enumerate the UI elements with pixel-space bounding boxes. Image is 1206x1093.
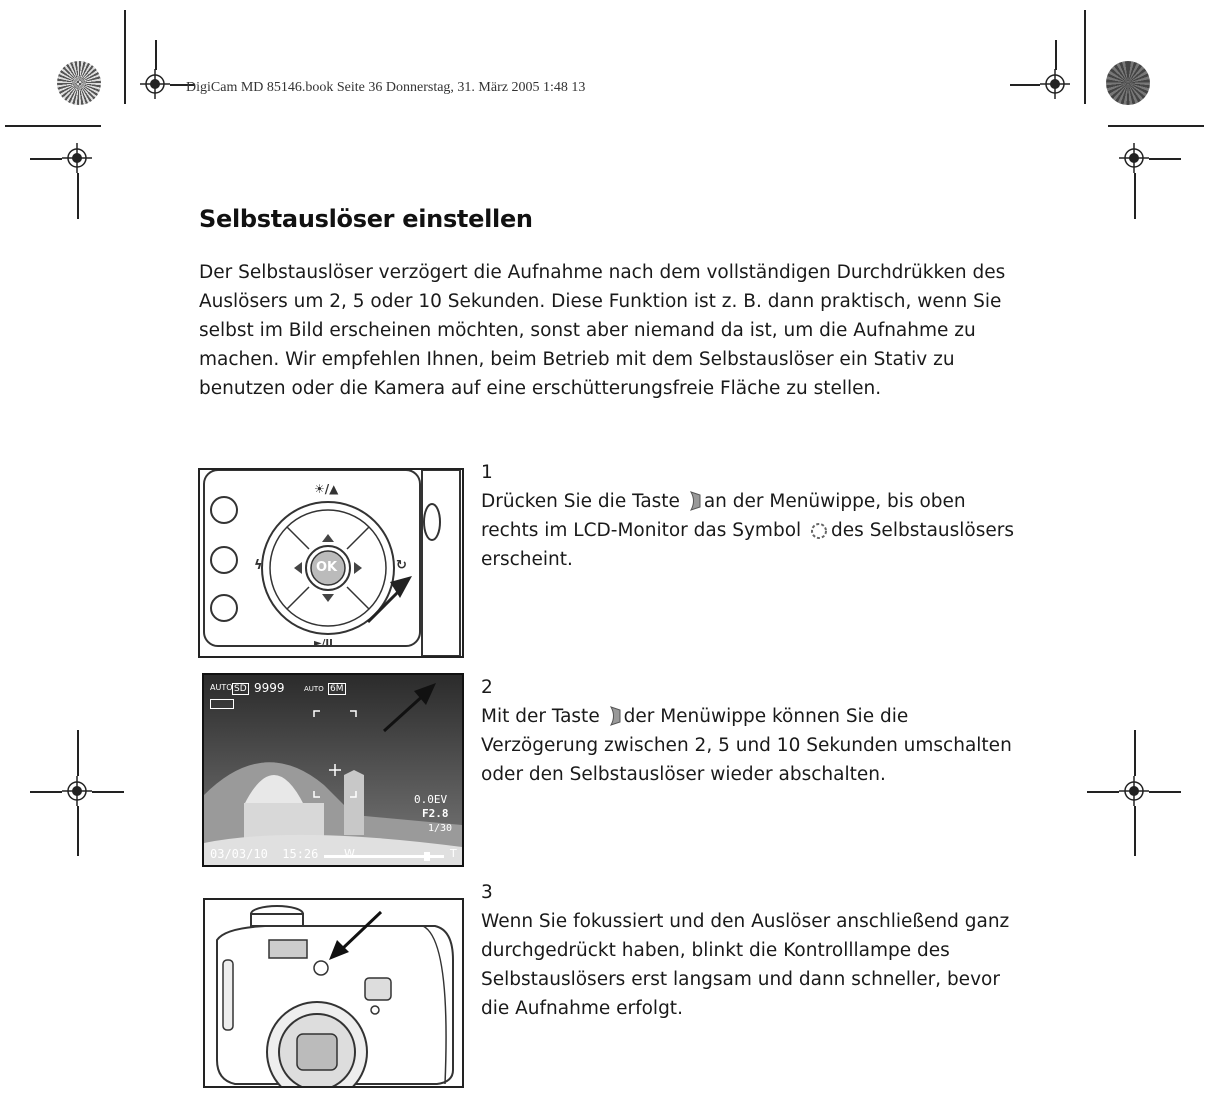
aperture-value: F2.8 xyxy=(422,807,449,820)
zoom-tele-label: T xyxy=(450,847,457,860)
crosshair-arm xyxy=(92,791,124,793)
crosshair-arm xyxy=(77,806,79,856)
date-time: 03/03/10 15:26 xyxy=(210,847,319,861)
ev-value: 0.0EV xyxy=(414,793,448,806)
crosshair-arm xyxy=(1087,791,1119,793)
crosshair-icon xyxy=(1119,776,1149,806)
crosshair-icon xyxy=(140,69,170,99)
crosshair-arm xyxy=(1149,158,1181,160)
step-3-illustration xyxy=(203,898,464,1088)
crosshair-arm xyxy=(1149,791,1181,793)
right-button-icon: ↻ xyxy=(396,558,407,573)
step-number: 3 xyxy=(481,882,493,903)
intro-paragraph: Der Selbstauslöser verzögert die Aufnahme nach dem vollständigen Durchdrükken des Auslösers um 2, 5 oder 10 Sekunden. Diese Funktion ist z. B. dann praktisch, wenn Sie selbst im Bild erscheinen möchten, sonst aber niemand da ist, um die Aufnahme zu machen. Wir empfehlen Ihnen, beim Betrieb mit dem Selbstauslöser ein Stativ zu benutzen oder die Kamera auf eine erschütterungsfreie Fläche zu stellen. xyxy=(199,262,1006,399)
crosshair-arm xyxy=(77,173,79,219)
ok-button-label: OK xyxy=(316,560,338,575)
crosshair-icon xyxy=(1040,69,1070,99)
lcd-scene xyxy=(204,675,462,865)
crop-line xyxy=(1084,10,1086,104)
shutter-value: 1/30 xyxy=(428,823,453,834)
step-text: der Menüwippe können Sie die Verzögerung zwischen 2, 5 und 10 Sekunden umschalten oder den Selbstauslöser wieder abschalten. xyxy=(481,706,1012,785)
crosshair-icon xyxy=(62,143,92,173)
shots-remaining: 9999 xyxy=(254,681,285,695)
right-rocker-icon xyxy=(608,706,622,726)
crosshair-arm xyxy=(1055,40,1057,70)
color-wheel-right xyxy=(1106,61,1150,105)
camera-front-drawing xyxy=(205,900,462,1086)
crosshair-icon xyxy=(62,776,92,806)
step-text: an der Menüwippe, bis oben rechts im LCD-Monitor das Symbol xyxy=(481,491,966,541)
size-indicator: 6M xyxy=(330,684,344,694)
battery-icon xyxy=(210,699,234,709)
page-title: Selbstauslöser einstellen xyxy=(199,205,533,233)
crop-line xyxy=(5,125,101,127)
step-2 xyxy=(481,673,1021,789)
card-indicator: SD xyxy=(234,684,247,694)
step-number: 2 xyxy=(481,677,493,698)
step-text: Wenn Sie fokussiert und den Auslöser anschließend ganz durchgedrückt haben, blinkt die Kontrolllampe des Selbstauslösers erst langsam und dann schneller, bevor die Aufnahme erfolgt. xyxy=(481,911,1010,1019)
crosshair-arm xyxy=(77,730,79,776)
step-text: Mit der Taste xyxy=(481,706,606,727)
iso-indicator: AUTO xyxy=(304,685,324,693)
running-header: DigiCam MD 85146.book Seite 36 Donnerstag, 31. März 2005 1:48 13 xyxy=(186,80,586,95)
bottom-button-icon: ►/II xyxy=(314,638,333,649)
crosshair-arm xyxy=(155,40,157,70)
crosshair-arm xyxy=(1134,730,1136,776)
mode-indicator: AUTO xyxy=(210,683,233,692)
step-3 xyxy=(481,878,1021,1023)
crosshair-arm xyxy=(1010,84,1040,86)
crosshair-arm xyxy=(1134,173,1136,219)
step-text: des Selbstauslösers erscheint. xyxy=(481,520,1015,570)
right-rocker-icon xyxy=(688,491,702,511)
step-1 xyxy=(481,458,1021,574)
step-number: 1 xyxy=(481,462,493,483)
crop-line xyxy=(1108,125,1204,127)
step-text: Drücken Sie die Taste xyxy=(481,491,686,512)
color-wheel-left xyxy=(57,61,101,105)
crop-line xyxy=(124,10,126,104)
step-1-illustration xyxy=(198,468,464,658)
left-button-icon: ϟ xyxy=(254,558,263,573)
zoom-wide-label: W xyxy=(344,847,355,860)
top-button-icon: ☀/▲ xyxy=(314,482,339,496)
crosshair-arm xyxy=(30,791,62,793)
self-timer-icon xyxy=(809,520,829,540)
crosshair-arm xyxy=(30,158,62,160)
crosshair-arm xyxy=(1134,806,1136,856)
crosshair-icon xyxy=(1119,143,1149,173)
step-2-illustration xyxy=(202,673,464,867)
